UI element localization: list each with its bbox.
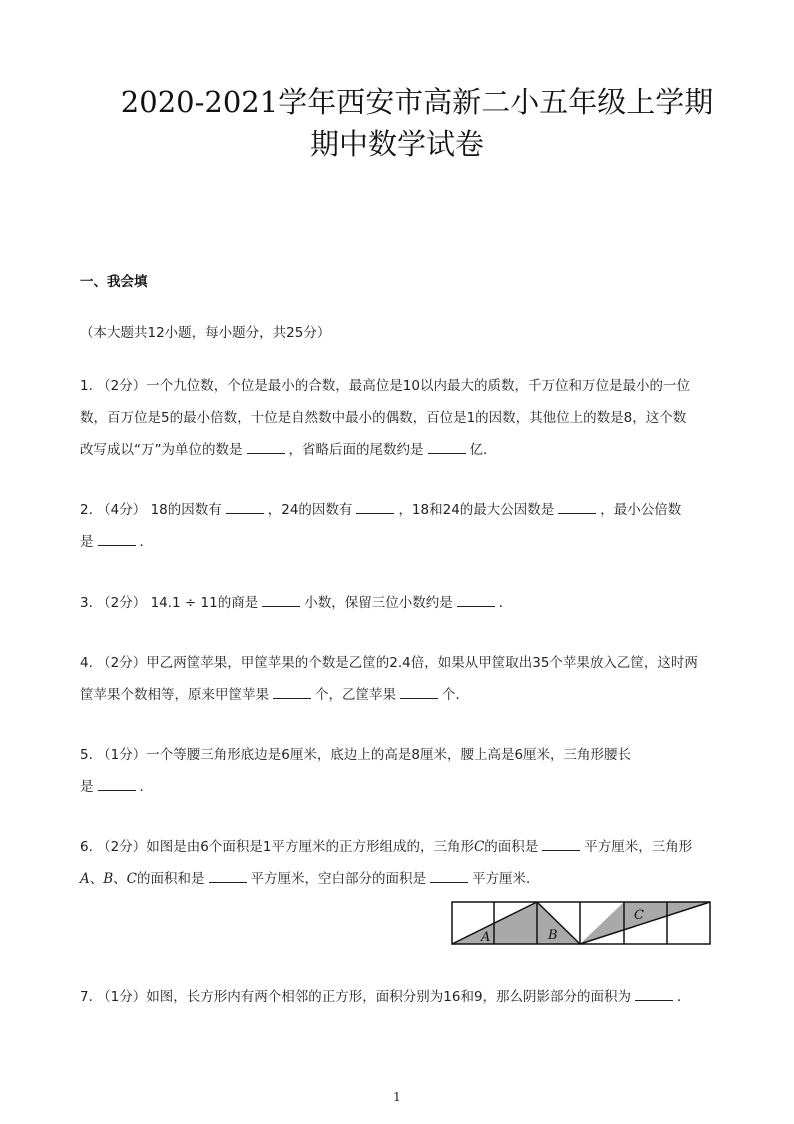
question-text: 是 — [80, 779, 94, 795]
question-prefix: 1. （2分） — [80, 378, 147, 394]
question-text: 14.1 ÷ 11的商是 — [150, 595, 259, 611]
answer-blank[interactable] — [356, 499, 394, 514]
answer-blank[interactable] — [209, 868, 247, 883]
question-text: 、 — [89, 871, 104, 887]
math-var: C — [126, 871, 138, 887]
question-text: 一个等腰三角形底边是6厘米，底边上的高是8厘米，腰上高是6厘米，三角形腰长 — [146, 747, 632, 763]
answer-blank[interactable] — [457, 592, 495, 607]
question-text: 平方厘米． — [472, 871, 540, 887]
question-text: 个，乙筐苹果 — [315, 687, 396, 703]
question-text: 改写成以“万”为单位的数是 — [80, 442, 243, 458]
math-var: B — [103, 871, 114, 887]
answer-blank[interactable] — [98, 531, 136, 546]
question-text: 如图是由6个面积是1平方厘米的正方形组成的，三角形 — [146, 839, 474, 855]
math-var: A — [80, 871, 90, 887]
answer-blank[interactable] — [226, 499, 264, 514]
question-text: ，18和24的最大公因数是 — [398, 502, 555, 518]
question-text: ． — [498, 595, 513, 611]
answer-blank[interactable] — [428, 439, 466, 454]
question-5 — [80, 739, 720, 803]
question-text: ，省略后面的尾数约是 — [288, 442, 424, 458]
section-note: （本大题共12小题，每小题分，共25分） — [80, 325, 331, 341]
answer-blank[interactable] — [542, 836, 580, 851]
question-text: 、 — [113, 871, 127, 887]
question-text: 18的因数有 — [150, 502, 222, 518]
question-text: ． — [139, 534, 153, 550]
question-6 — [80, 831, 730, 895]
question-prefix: 3. （2分） — [80, 595, 147, 611]
section-heading: 一、我会填 — [80, 274, 148, 290]
question-prefix: 2. （4分） — [80, 502, 147, 518]
question-text: 亿． — [469, 442, 497, 458]
q6-figure — [450, 900, 712, 948]
question-text: 的面积和是 — [137, 871, 205, 887]
question-text: ，最小公倍数 — [600, 502, 682, 518]
answer-blank[interactable] — [247, 439, 285, 454]
math-var: C — [473, 839, 485, 855]
doc-title-line1: 2020-2021学年西安市高新二小五年级上学期 — [120, 85, 714, 119]
question-4 — [80, 647, 720, 711]
question-prefix: 4. （2分） — [80, 655, 147, 671]
question-text: ． — [139, 779, 153, 795]
answer-blank[interactable] — [430, 868, 468, 883]
question-text: 的面积是 — [484, 839, 539, 855]
question-2 — [80, 494, 720, 558]
label-a: A — [481, 930, 491, 945]
question-3 — [80, 587, 720, 619]
question-text: 是 — [80, 534, 94, 550]
label-b: B — [548, 928, 558, 943]
question-text: 甲乙两筐苹果，甲筐苹果的个数是乙筐的2.4倍，如果从甲筐取出35个苹果放入乙筐，这时两 — [146, 655, 698, 671]
question-text: 如图，长方形内有两个相邻的正方形，面积分别为16和9，那么阴影部分的面积为 — [146, 989, 632, 1005]
question-prefix: 7. （1分） — [80, 989, 147, 1005]
answer-blank[interactable] — [558, 499, 596, 514]
question-text: 平方厘米，三角形 — [584, 839, 693, 855]
question-text: 一个九位数，个位是最小的合数，最高位是10以内最大的质数，千万位和万位是最小的一位 — [146, 378, 690, 394]
answer-blank[interactable] — [262, 592, 300, 607]
question-7 — [80, 981, 740, 1013]
question-text: 平方厘米，空白部分的面积是 — [250, 871, 427, 887]
page-number: 1 — [393, 1090, 401, 1104]
question-text: 个． — [442, 687, 469, 703]
question-prefix: 6. （2分） — [80, 839, 147, 855]
label-c: C — [634, 908, 644, 923]
question-text: 筐苹果个数相等，原来甲筐苹果 — [80, 687, 269, 703]
question-prefix: 5. （1分） — [80, 747, 147, 763]
question-text: 小数，保留三位小数约是 — [304, 595, 453, 611]
question-text: 数，百万位是5的最小倍数，十位是自然数中最小的偶数，百位是1的因数，其他位上的数是8，这个数 — [80, 410, 687, 426]
question-text: ． — [677, 989, 691, 1005]
answer-blank[interactable] — [635, 986, 673, 1001]
answer-blank[interactable] — [400, 684, 438, 699]
answer-blank[interactable] — [98, 776, 136, 791]
answer-blank[interactable] — [273, 684, 311, 699]
question-text: ，24的因数有 — [267, 502, 353, 518]
doc-title-line2: 期中数学试卷 — [309, 127, 484, 161]
question-1 — [80, 370, 720, 466]
